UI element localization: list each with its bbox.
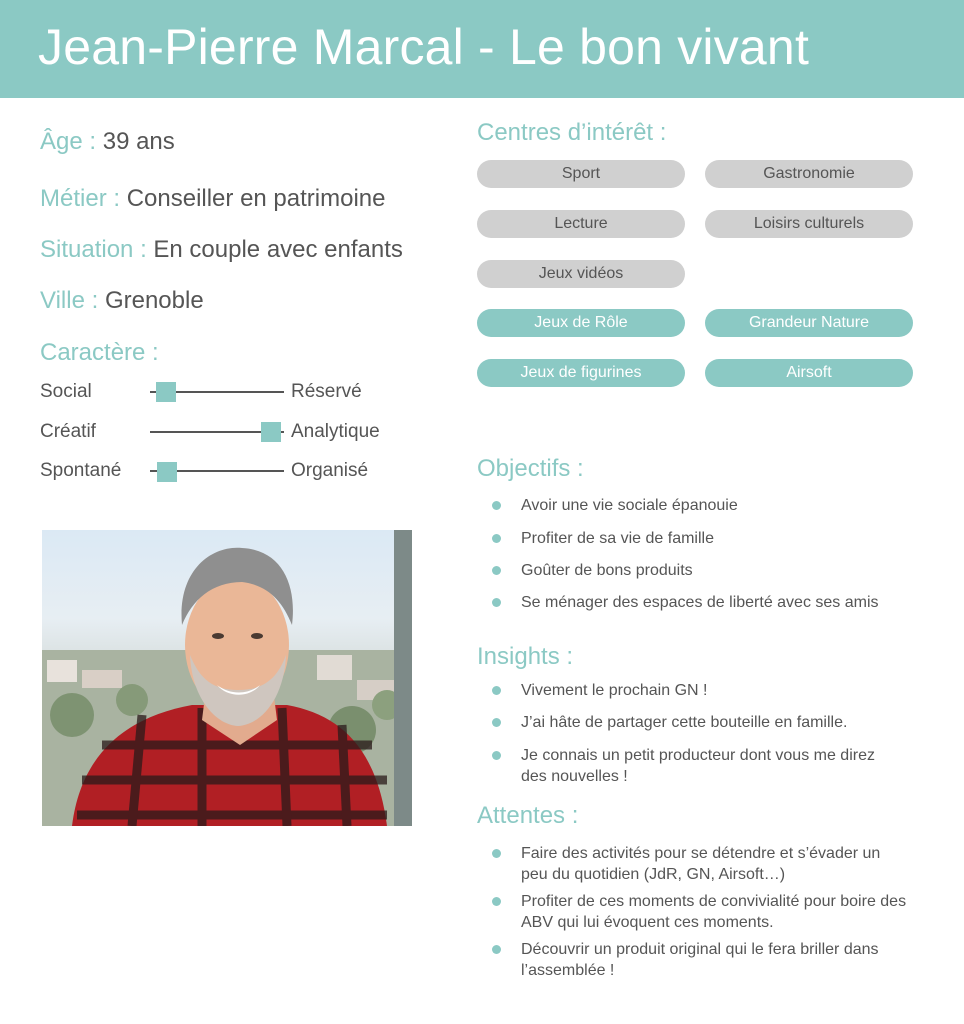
- trait-right-organise: Organisé: [291, 460, 369, 481]
- insight-text: Je connais un petit producteur dont vous me direz des nouvelles !: [521, 747, 875, 785]
- trait-right-reserve: Réservé: [291, 381, 362, 402]
- interest-pill-jeux-de-role: Jeux de Rôle: [477, 309, 685, 337]
- persona-photo: [42, 530, 412, 826]
- situation-label: Situation :: [40, 236, 147, 263]
- trait-slider-knob-2: [261, 422, 281, 442]
- objectives-title: Objectifs :: [477, 455, 584, 482]
- interest-pill-grandeur-nature: Grandeur Nature: [705, 309, 913, 337]
- objective-item: [492, 592, 912, 613]
- interest-pill-jeux-videos: Jeux vidéos: [477, 260, 685, 288]
- expectation-text: Faire des activités pour se détendre et s’évader un peu du quotidien (JdR, GN, Airsoft…): [521, 845, 881, 883]
- city-row: [40, 287, 204, 315]
- city-value: Grenoble: [104, 287, 204, 314]
- situation-row: [40, 236, 403, 264]
- interest-pill-loisirs-culturels: Loisirs culturels: [705, 210, 913, 238]
- insight-text: J’ai hâte de partager cette bouteille en famille.: [521, 714, 848, 731]
- bullet-icon: [492, 849, 501, 858]
- bullet-icon: [492, 566, 501, 575]
- bullet-icon: [492, 751, 501, 760]
- insight-item: [492, 745, 902, 787]
- insight-text: Vivement le prochain GN !: [521, 682, 708, 699]
- header-banner: [0, 0, 964, 98]
- interest-pill-jeux-de-figurines: Jeux de figurines: [477, 359, 685, 387]
- portrait-illustration: [42, 530, 412, 826]
- expectation-text: Découvrir un produit original qui le fera briller dans l’assemblée !: [521, 941, 879, 979]
- expectations-title: Attentes :: [477, 802, 579, 829]
- objective-text: Goûter de bons produits: [521, 562, 693, 579]
- character-title: Caractère :: [40, 339, 159, 366]
- interests-title: Centres d’intérêt :: [477, 119, 667, 146]
- objective-item: [492, 495, 912, 516]
- insights-title: Insights :: [477, 643, 574, 670]
- objective-text: Se ménager des espaces de liberté avec ses amis: [521, 594, 879, 611]
- job-label: Métier :: [40, 185, 121, 212]
- interest-pill-airsoft: Airsoft: [705, 359, 913, 387]
- job-value: Conseiller en patrimoine: [126, 185, 386, 212]
- bullet-icon: [492, 897, 501, 906]
- objective-item: [492, 528, 912, 549]
- expectation-item: [492, 939, 892, 981]
- insight-item: [492, 680, 912, 701]
- age-label: Âge :: [40, 128, 97, 155]
- city-label: Ville :: [40, 287, 99, 314]
- trait-left-social: Social: [40, 381, 92, 402]
- bullet-icon: [492, 718, 501, 727]
- situation-value: En couple avec enfants: [153, 236, 403, 263]
- bullet-icon: [492, 686, 501, 695]
- bullet-icon: [492, 945, 501, 954]
- age-value: 39 ans: [102, 128, 175, 155]
- persona-title: Jean-Pierre Marcal - Le bon vivant: [38, 19, 810, 75]
- objective-text: Profiter de sa vie de famille: [521, 530, 714, 547]
- bullet-icon: [492, 501, 501, 510]
- trait-right-analytique: Analytique: [291, 421, 380, 442]
- interest-pill-sport: Sport: [477, 160, 685, 188]
- interest-pill-gastronomie: Gastronomie: [705, 160, 913, 188]
- trait-left-spontane: Spontané: [40, 460, 122, 481]
- bullet-icon: [492, 534, 501, 543]
- expectation-item: [492, 891, 914, 933]
- expectation-text: Profiter de ces moments de convivialité pour boire des ABV qui lui évoquent ces moments.: [521, 893, 907, 931]
- objective-text: Avoir une vie sociale épanouie: [521, 497, 738, 514]
- age-row: [40, 128, 175, 156]
- job-row: [40, 185, 385, 213]
- insight-item: [492, 712, 912, 733]
- trait-slider-knob-3: [157, 462, 177, 482]
- trait-left-creatif: Créatif: [40, 421, 96, 442]
- objective-item: [492, 560, 912, 581]
- bullet-icon: [492, 598, 501, 607]
- expectation-item: [492, 843, 892, 885]
- trait-slider-knob-1: [156, 382, 176, 402]
- interest-pill-lecture: Lecture: [477, 210, 685, 238]
